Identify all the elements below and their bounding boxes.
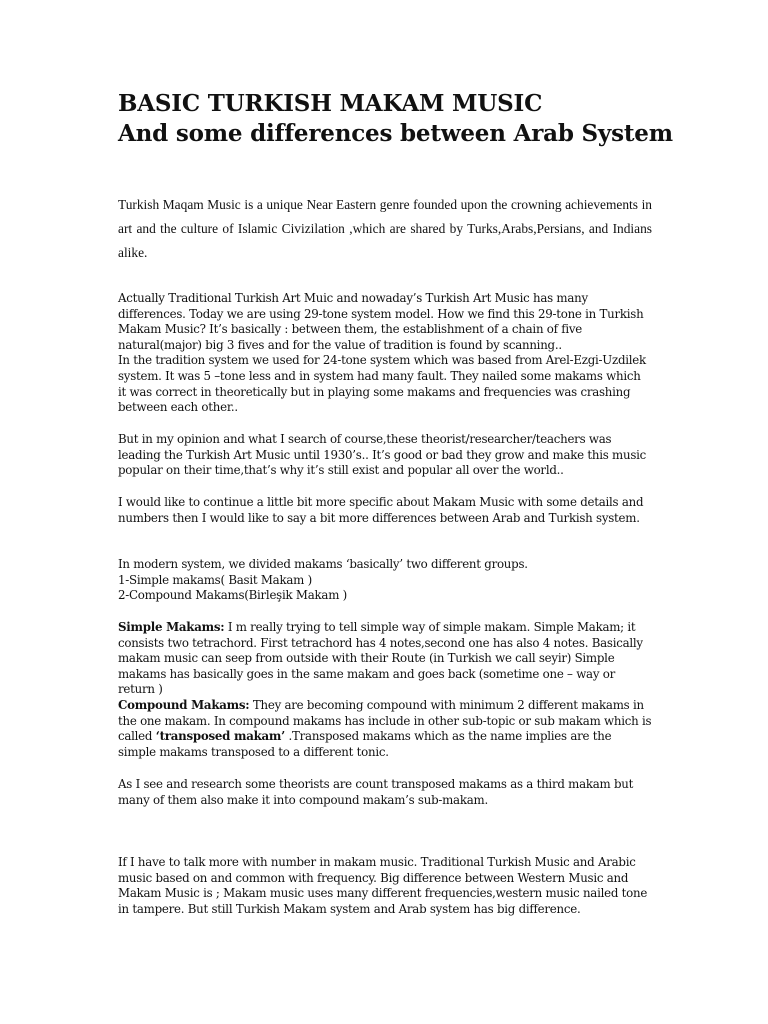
body-section-groups <box>118 557 652 604</box>
document-subtitle: And some differences between Arab System <box>118 120 673 147</box>
paragraph-actually: Actually Traditional Turkish Art Muic and nowaday’s Turkish Art Music has many differences. Today we are using 29-tone system model. How we find this 29-tone in Turkish Makam Music? It’s basically : between them, the establishment of a chain of five natural(major) big 3 fives and for the value of tradition is found by scanning.. <box>118 291 644 352</box>
paragraph-tradition: In the tradition system we used for 24-tone system which was based from Arel-Ezgi-Uzdilek system. It was 5 –tone less and in system had many fault. They nailed some makams which it was correct in theoretically but in playing some makams and frequencies was crashing between each other.. <box>118 353 646 415</box>
compound-makams-text-a: They are becoming compound with minimum 2 different makams in the one makam. In compound makams has include in other sub-topic or sub makam which is called <box>118 697 652 744</box>
simple-makams-text: I m really trying to tell simple way of simple makam. Simple Makam; it consists two tetrachord. First tetrachord has 4 notes,second one has also 4 notes. Basically makam music can seep from outside with their Route (in Turkish we call seyir) Simple makams has basically goes in the same makam and goes back (sometime one – way or return ) <box>118 620 643 697</box>
paragraph-compound-makams <box>118 698 652 760</box>
document-title: BASIC TURKISH MAKAM MUSIC <box>118 90 543 117</box>
list-item-compound: 2-Compound Makams(Birleşik Makam ) <box>118 588 347 603</box>
compound-makams-label: Compound Makams: <box>118 697 250 712</box>
transposed-makam-term: ‘transposed makam’ <box>155 729 286 744</box>
paragraph-simple-makams <box>118 620 652 698</box>
compound-makams-text-b: .Transposed makams which as the name implies are the simple makams transposed to a different tonic. <box>118 729 612 759</box>
body-section-makams <box>118 620 652 760</box>
intro-paragraph: Turkish Maqam Music is a unique Near Eastern genre founded upon the crowning achievements in art and the culture of Islamic Civizilation ,which are shared by Turks,Arabs,Persians, and Indians alike. <box>118 197 652 260</box>
simple-makams-label: Simple Makams: <box>118 620 225 634</box>
paragraph-continue: I would like to continue a little bit more specific about Makam Music with some details and numbers then I would like to say a bit more differences between Arab and Turkish system. <box>118 495 644 525</box>
body-section-1 <box>118 291 652 416</box>
paragraph-opinion: But in my opinion and what I search of course,these theorist/researcher/teachers was leading the Turkish Art Music until 1930’s.. It’s good or bad they grow and make this music popular on their time,that’s why it’s still exist and popular all over the world.. <box>118 432 647 478</box>
list-item-simple: 1-Simple makams( Basit Makam ) <box>118 572 312 587</box>
paragraph-numbers: If I have to talk more with number in makam music. Traditional Turkish Music and Arabic music based on and common with frequency. Big difference between Western Music and Makam Music is ; Makam music uses many different frequencies,western music nailed tone in tampere. But still Turkish Makam system and Arab system has big difference. <box>118 855 648 916</box>
paragraph-theorists: As I see and research some theorists are count transposed makams as a third makam but many of them also make it into compound makam’s sub-makam. <box>118 777 634 807</box>
paragraph-modern: In modern system, we divided makams ‘basically’ two different groups. <box>118 557 528 571</box>
